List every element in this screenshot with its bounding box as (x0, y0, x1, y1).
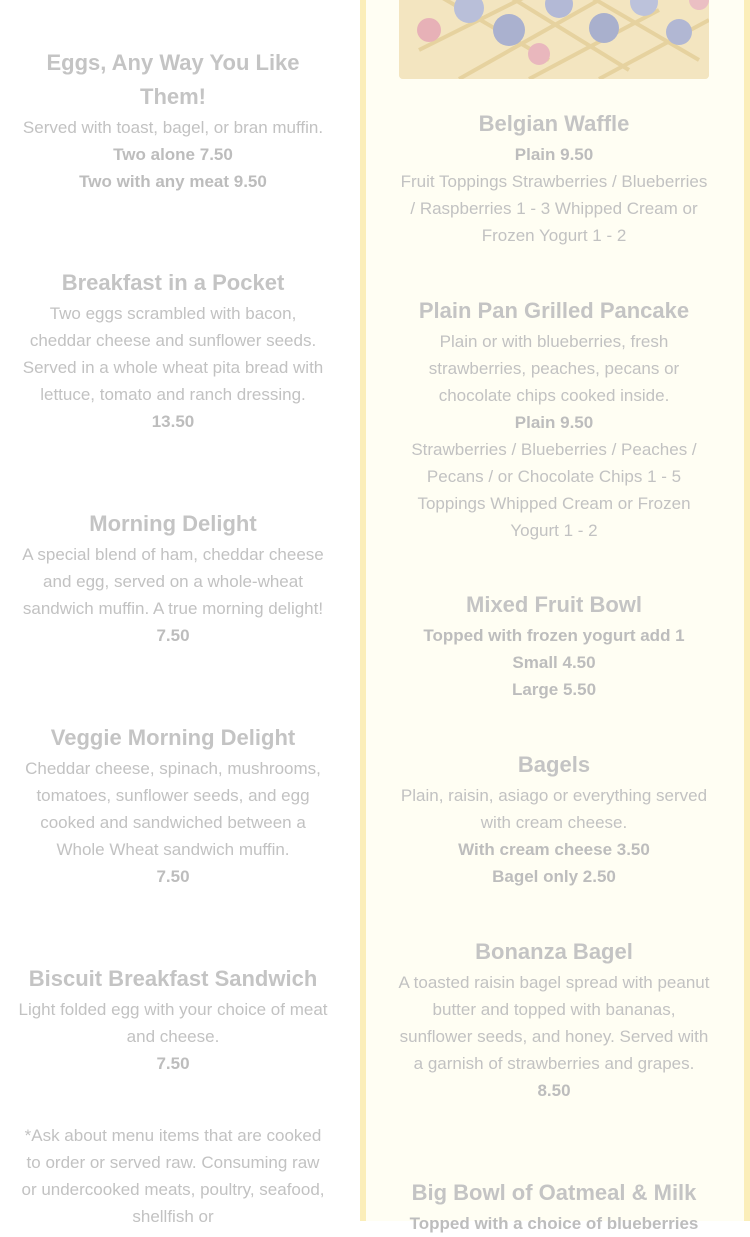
menu-item-title: Mixed Fruit Bowl (466, 592, 642, 617)
menu-item (18, 507, 328, 649)
raw-food-advisory: *Ask about menu items that are cooked to order or served raw. Consuming raw or undercooked meats, poultry, seafood, shellfish or (21, 1126, 325, 1226)
menu-item-price: Topped with a choice of blueberries (409, 1214, 699, 1233)
menu-item-price: 8.50 (537, 1081, 571, 1100)
menu-item-description: Plain or with blueberries, fresh strawberries, peaches, pecans or chocolate chips cooked inside. (428, 332, 680, 405)
menu-item-description: Served with toast, bagel, or bran muffin. (22, 118, 324, 137)
menu-item (18, 721, 328, 890)
menu-item-description: A special blend of ham, cheddar cheese and egg, served on a whole-wheat sandwich muffin. A true morning delight! (22, 545, 324, 618)
menu-item (18, 46, 328, 195)
menu-item (18, 266, 328, 435)
menu-item-description: Light folded egg with your choice of meat and cheese. (18, 1000, 328, 1046)
right-edge-border (744, 0, 750, 1221)
menu-item-price: Two alone 7.50 (113, 145, 233, 164)
menu-item-title: Veggie Morning Delight (50, 725, 296, 750)
menu-item (398, 107, 710, 249)
menu-item (398, 935, 710, 1104)
waffle-berries-photo-icon (399, 0, 709, 79)
menu-item-price: Large 5.50 (511, 680, 597, 699)
menu-item (398, 1176, 710, 1237)
menu-item-title: Plain Pan Grilled Pancake (418, 298, 690, 323)
menu-item (398, 294, 710, 544)
menu-item (398, 748, 710, 890)
menu-item-title: Biscuit Breakfast Sandwich (28, 966, 318, 991)
menu-item-title: Breakfast in a Pocket (61, 270, 285, 295)
menu-item (398, 588, 710, 703)
menu-item-title: Belgian Waffle (478, 111, 630, 136)
menu-item-price: 13.50 (151, 412, 195, 431)
left-menu-column (0, 0, 360, 1226)
right-menu-column (366, 0, 744, 1233)
menu-item-title: Eggs, Any Way You Like Them! (46, 50, 300, 109)
menu-item-price: 7.50 (156, 867, 190, 886)
menu-item-price: 7.50 (156, 626, 190, 645)
menu-item (18, 962, 328, 1077)
menu-item-description: Two eggs scrambled with bacon, cheddar cheese and sunflower seeds. Served in a whole wheat pita bread with lettuce, tomato and ranch dressing. (22, 304, 324, 404)
menu-item-description: Cheddar cheese, spinach, mushrooms, tomatoes, sunflower seeds, and egg cooked and sandwiched between a Whole Wheat sandwich muffin. (25, 759, 321, 859)
menu-item-description: Fruit Toppings Strawberries / Blueberries / Raspberries 1 - 3 Whipped Cream or Frozen Yogurt 1 - 2 (400, 172, 708, 245)
menu-item-price: Plain 9.50 (514, 145, 594, 164)
menu-item-toppings: Strawberries / Blueberries / Peaches / Pecans / or Chocolate Chips 1 - 5 Toppings Whipped Cream or Frozen Yogurt 1 - 2 (411, 440, 697, 540)
menu-item-title: Big Bowl of Oatmeal & Milk (411, 1180, 697, 1205)
menu-item-price: Two with any meat 9.50 (79, 172, 267, 191)
menu-item-title: Bonanza Bagel (475, 939, 633, 964)
menu-item-description: A toasted raisin bagel spread with peanut butter and topped with bananas, sunflower seeds, and honey. Served with a garnish of strawberries and grapes. (398, 973, 710, 1073)
menu-item-price: 7.50 (156, 1054, 190, 1073)
menu-item-title: Morning Delight (89, 511, 257, 536)
waffle-photo (399, 0, 709, 79)
menu-item-price: Plain 9.50 (514, 413, 594, 432)
menu-item-price: With cream cheese 3.50 (458, 840, 650, 859)
menu-item-price: Small 4.50 (512, 653, 596, 672)
menu-item-price: Bagel only 2.50 (492, 867, 616, 886)
menu-item-price: Topped with frozen yogurt add 1 (423, 626, 685, 645)
menu-item-title: Bagels (517, 752, 591, 777)
menu-item-description: Plain, raisin, asiago or everything served with cream cheese. (400, 786, 708, 832)
